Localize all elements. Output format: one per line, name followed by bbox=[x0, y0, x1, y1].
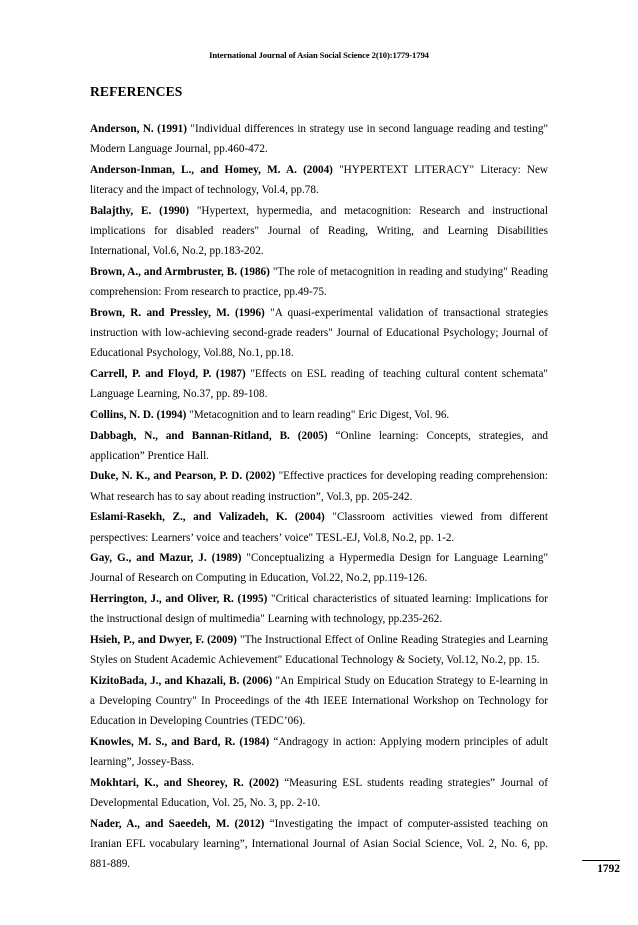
reference-entry bbox=[90, 507, 548, 547]
reference-text: "Effective practices for developing reading comprehension: What research has to say about reading instruction”, Vol.3, pp. 205-242. bbox=[90, 470, 548, 503]
reference-entry bbox=[90, 630, 548, 670]
reference-entry bbox=[90, 119, 548, 159]
reference-entry bbox=[90, 405, 548, 425]
reference-text: "Conceptualizing a Hypermedia Design for Language Learning" Journal of Research on Computing in Education, Vol.22, No.2, pp.119-126. bbox=[90, 552, 549, 585]
reference-text: “Investigating the impact of computer-assisted teaching on Iranian EFL vocabulary learning”, International Journal of Asian Social Science, Vol. 2, No. 6, pp. 881-889. bbox=[90, 817, 548, 871]
reference-entry bbox=[90, 732, 548, 772]
reference-entry bbox=[90, 814, 548, 875]
reference-text: “Measuring ESL students reading strategies” Journal of Developmental Education, Vol. 25, No. 3, pp. 2-10. bbox=[90, 777, 549, 810]
reference-text: "Critical characteristics of situated learning: Implications for the instructional design of multimedia" Learning with technology, pp.235-262. bbox=[90, 593, 548, 626]
reference-entry bbox=[90, 589, 548, 629]
reference-text: "The Instructional Effect of Online Reading Strategies and Learning Styles on Student Academic Achievement" Educational Technology & Society, Vol.12, No.2, pp. 15. bbox=[90, 634, 549, 667]
reference-text: “Online learning: Concepts, strategies, and application” Prentice Hall. bbox=[90, 429, 549, 462]
reference-entry bbox=[90, 671, 548, 732]
reference-text: "Hypertext, hypermedia, and metacognition: Research and instructional implications for disabled readers" Journal of Reading, Writing, and Learning Disabilities International, Vol.6, No.2, pp.183-202. bbox=[90, 204, 549, 258]
reference-entry bbox=[90, 426, 548, 466]
reference-author: Anderson, N. (1991) bbox=[90, 123, 187, 135]
reference-author: Nader, A., and Saeedeh, M. (2012) bbox=[90, 817, 265, 830]
reference-entry bbox=[90, 466, 548, 506]
reference-author: Hsieh, P., and Dwyer, F. (2009) bbox=[90, 634, 237, 647]
reference-text: "Classroom activities viewed from different perspectives: Learners’ voice and teachers’ voice" TESL-EJ, Vol.8, No.2, pp. 1-2. bbox=[90, 511, 548, 544]
reference-author: Collins, N. D. (1994) bbox=[90, 408, 187, 421]
reference-author: Dabbagh, N., and Bannan-Ritland, B. (2005) bbox=[90, 429, 328, 442]
reference-author: Balajthy, E. (1990) bbox=[90, 204, 189, 217]
reference-entry bbox=[90, 303, 548, 364]
reference-entry bbox=[90, 773, 548, 813]
reference-author: Brown, A., and Armbruster, B. (1986) bbox=[90, 265, 270, 278]
reference-text: "Individual differences in strategy use in second language reading and testing" Modern Language Journal, pp.460-472. bbox=[90, 123, 549, 156]
reference-text: "HYPERTEXT LITERACY" Literacy: New literacy and the impact of technology, Vol.4, pp.78. bbox=[90, 163, 549, 197]
page-number: 1792 bbox=[597, 863, 620, 875]
reference-text: "A quasi-experimental validation of transactional strategies instruction with low-achieving second-grade readers" Journal of Educational Psychology; Journal of Educational Psychology, Vol.88, No.1, pp.18. bbox=[90, 306, 548, 360]
running-header: International Journal of Asian Social Science 2(10):1779-1794 bbox=[209, 50, 429, 60]
reference-author: Eslami-Rasekh, Z., and Valizadeh, K. (2004) bbox=[90, 511, 325, 524]
references-list bbox=[90, 119, 548, 875]
reference-entry bbox=[90, 364, 548, 404]
footer-rule bbox=[582, 860, 620, 861]
reference-author: Carrell, P. and Floyd, P. (1987) bbox=[90, 367, 246, 380]
reference-author: Mokhtari, K., and Sheorey, R. (2002) bbox=[90, 777, 279, 789]
reference-entry bbox=[90, 548, 548, 588]
reference-author: KizitoBada, J., and Khazali, B. (2006) bbox=[90, 674, 273, 687]
reference-author: Herrington, J., and Oliver, R. (1995) bbox=[90, 593, 268, 606]
reference-entry bbox=[90, 160, 548, 200]
reference-author: Anderson-Inman, L., and Homey, M. A. (2004) bbox=[90, 163, 333, 176]
reference-author: Gay, G., and Mazur, J. (1989) bbox=[90, 552, 242, 565]
reference-text: "An Empirical Study on Education Strategy to E-learning in a Developing Country" In Proceedings of the 4th IEEE International Workshop on Technology for Education in Developing Countries (TEDC’06). bbox=[90, 674, 548, 728]
reference-author: Duke, N. K., and Pearson, P. D. (2002) bbox=[90, 470, 276, 483]
reference-entry bbox=[90, 201, 548, 262]
reference-text: "Effects on ESL reading of teaching cultural content schemata" Language Learning, No.37, pp. 89-108. bbox=[90, 367, 548, 401]
reference-author: Knowles, M. S., and Bard, R. (1984) bbox=[90, 736, 270, 749]
reference-entry bbox=[90, 262, 548, 302]
reference-text: “Andragogy in action: Applying modern principles of adult learning”, Jossey-Bass. bbox=[90, 736, 548, 769]
reference-text: "The role of metacognition in reading and studying" Reading comprehension: From research to practice, pp.49-75. bbox=[90, 265, 549, 299]
references-heading: REFERENCES bbox=[90, 84, 183, 99]
reference-text: "Metacognition and to learn reading" Eric Digest, Vol. 96. bbox=[189, 408, 450, 421]
reference-author: Brown, R. and Pressley, M. (1996) bbox=[90, 306, 265, 319]
